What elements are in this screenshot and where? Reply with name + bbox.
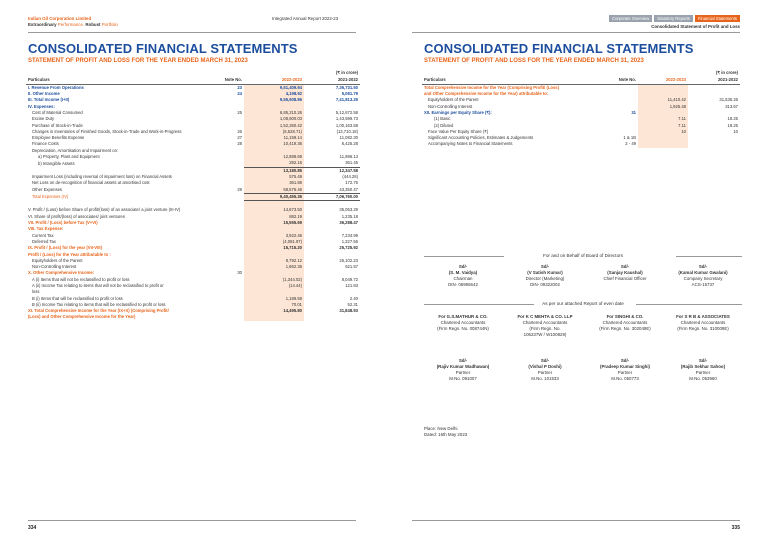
sig-sd: Sd/- (620, 264, 630, 269)
row-previous-year: 1,43,599.73 (335, 116, 358, 122)
row-note: 25 (237, 109, 242, 115)
row-previous-year: 10 (733, 128, 738, 134)
sig-name: (Rajib Sekhar Sahoo) (680, 364, 726, 369)
row-previous-year: 7,36,731.50 (335, 84, 358, 90)
page-title: CONSOLIDATED FINANCIAL STATEMENTS (28, 41, 298, 56)
sig-reg: (Firm Regn. No. 310009E) (677, 326, 729, 331)
row-note: 23 (237, 84, 242, 90)
row-label: Non-Controlling Interest (428, 103, 473, 109)
report-title: Integrated Annual Report 2022-23 (272, 16, 339, 21)
row-label: V. Profit / (Loss) before Share of profit/(loss) of an associate/ a joint venture (III-IV) (28, 207, 181, 213)
date: Dated: 16th May 2023 (424, 432, 468, 437)
partners-block (506, 358, 584, 382)
row-label (26, 201, 212, 208)
table-row (26, 84, 360, 91)
sig-id: M.No. 091007 (449, 376, 477, 381)
row-current-year (638, 141, 688, 147)
row-note (604, 84, 638, 91)
tagline-2: Performance. (57, 22, 85, 27)
section-tabs (609, 15, 740, 22)
sig-role: Chartered Accountants (680, 320, 726, 325)
row-label: Equityholders of the Parent (32, 257, 83, 263)
row-current-year: 3,922.46 (244, 233, 304, 239)
row-previous-year (688, 141, 740, 147)
row-label: A (ii) Income Tax relating to items that will not be reclassified to profit or (32, 283, 164, 288)
firms-block (664, 314, 742, 332)
row-current-year: 6,85,210.26 (244, 110, 304, 116)
row-previous-year: 31,535.26 (719, 97, 738, 103)
directors-block (506, 264, 584, 288)
row-previous-year: 8,049.72 (341, 276, 358, 282)
sig-role: Chairman (453, 276, 473, 281)
sig-name: For K C MEHTA & CO. LLP (517, 314, 573, 319)
row-previous-year: 7,06,760.00 (304, 193, 360, 200)
row-label: Employee Benefits Expense (32, 135, 85, 141)
row-previous-year: 7,234.99 (341, 232, 358, 238)
page-title-right: CONSOLIDATED FINANCIAL STATEMENTS (424, 41, 694, 56)
row-label: VIII. Tax Expense: (28, 226, 64, 232)
row-label: Non-Controlling Interest (32, 264, 77, 270)
row-label: Cost of Material Consumed (32, 109, 83, 115)
row-note: 31 (631, 109, 636, 115)
firms-block (586, 314, 664, 332)
directors-block (586, 264, 664, 282)
header-divider-right (412, 32, 740, 33)
row-label: Impairment Loss (including reversal of impairment loss) on Financial Assets (32, 173, 172, 179)
currency-unit: (₹ in crore) (336, 70, 358, 75)
row-label: a) Property, Plant and Equipment (38, 154, 100, 160)
sig-sd: Sd/- (540, 264, 550, 269)
sig-name: (Vishal P Doshi) (528, 364, 562, 369)
place-date (424, 426, 467, 438)
statement-subtitle: STATEMENT OF PROFIT AND LOSS FOR THE YEAR ENDED MARCH 31, 2023 (28, 58, 248, 64)
sig-name: For G.S.MATHUR & CO. (438, 314, 488, 319)
row-label: Profit / (Loss) for the Year attributable to : (28, 251, 111, 257)
row-label: (2) Diluted (434, 122, 454, 128)
footer-divider-right (412, 520, 740, 521)
row-note: 28 (237, 141, 242, 147)
row-note: 27 (237, 135, 242, 141)
row-previous-year (304, 201, 360, 208)
sig-name: (V Satish Kumar) (527, 270, 563, 275)
sig-id: M.No. 053960 (689, 376, 717, 381)
row-current-year: 1,925.48 (638, 104, 688, 110)
right-table-body (422, 84, 740, 147)
row-current-year: 9,40,455.36 (244, 193, 304, 200)
row-label: (Loss) and Other Comprehensive Income for the Year) (28, 314, 136, 320)
row-note (212, 167, 244, 174)
sig-name: (Kamal Kumar Gwalani) (678, 270, 728, 275)
partners-block (664, 358, 742, 382)
partners-block (586, 358, 664, 382)
row-previous-year (688, 84, 740, 91)
table-row (26, 314, 360, 320)
row-label: loss (32, 289, 40, 295)
table-row (26, 193, 360, 200)
sig-sd: Sd/- (620, 358, 630, 363)
row-previous-year: 11,082.30 (339, 135, 358, 141)
row-current-year (244, 314, 304, 320)
row-label: Purchase of Stock-in-Trade (32, 122, 83, 128)
section-subtitle: Consolidated Statement of Profit and Loss (651, 24, 740, 29)
sig-role: Partner (537, 370, 553, 375)
tagline-4: Portfolio (101, 22, 118, 27)
table-row (422, 84, 740, 91)
row-label: and Other Comprehensive Income for the Year) attributable to: (424, 91, 549, 97)
sig-reg2: 106237W / W100829) (523, 332, 567, 337)
sig-role: Director (Marketing) (525, 276, 565, 281)
row-label: VII. Profit / (Loss) before Tax (V+VI) (28, 220, 98, 226)
row-previous-year: 12,347.58 (304, 167, 360, 174)
sig-id: M.No. 101533 (531, 376, 559, 381)
sig-reg: (Firm Regn. No. 302049E) (599, 326, 651, 331)
row-label: Total Expenses (IV) (32, 193, 69, 199)
row-previous-year: 11,986.13 (339, 154, 358, 160)
row-label: Face Value Per Equity Share (₹) (428, 128, 489, 134)
row-current-year: (4,081.97) (244, 239, 304, 245)
company-name: Indian Oil Corporation Limited (28, 16, 92, 21)
row-current-year: 7.11 (638, 123, 688, 129)
row-current-year: 11,159.14 (244, 135, 304, 141)
tagline (28, 22, 118, 28)
row-current-year: 10 (638, 129, 688, 135)
row-label: B (i) Items that will be reclassified to profit or loss (32, 295, 123, 301)
row-label: Changes in Inventories of Finished Goods, Stock-in-Trade and Work-in-Progress (32, 128, 182, 134)
row-note (212, 314, 244, 320)
sig-name: For SINGHI & CO. (606, 314, 644, 319)
col-current-year: 2022-2023 (244, 76, 304, 84)
row-previous-year: (444.28) (342, 173, 358, 179)
row-previous-year: 1,235.18 (341, 213, 358, 219)
row-label: B (ii) Income Tax relating to items that will be reclassified to profit or loss (32, 301, 166, 307)
sig-role: Chief Financial Officer (603, 276, 647, 281)
row-current-year: 882.19 (244, 214, 304, 220)
row-note: 26 (237, 128, 242, 134)
row-label: Significant Accounting Policies, Estimates & Judgements (428, 135, 534, 141)
row-previous-year: 25,725.92 (339, 245, 358, 251)
row-current-year: 12,888.69 (244, 154, 304, 160)
row-label: X. Other Comprehensive Income: (28, 270, 95, 276)
row-previous-year: 2.40 (349, 295, 358, 301)
row-label: Equityholders of the Parent (428, 97, 479, 103)
row-label (26, 167, 212, 174)
row-previous-year: 25,102.23 (339, 257, 358, 263)
sig-name: For S R B & ASSOCIATES (676, 314, 730, 319)
row-label: VI. Share of profit/(loss) of associates/ joint ventures (28, 213, 125, 219)
place: Place: New Delhi (424, 426, 458, 431)
row-current-year: (14.44) (244, 283, 304, 289)
row-label: XI. Total Comprehensive Income for the Year (IX+X) (Comprising Profit/ (28, 308, 169, 314)
row-current-year: 7.11 (638, 116, 688, 122)
sig-sd: Sd/- (698, 264, 708, 269)
board-heading: For and on Behalf of Board of Directors (543, 253, 623, 258)
sig-name: (S. M. Vaidya) (448, 270, 478, 275)
row-previous-year: 18.25 (727, 116, 738, 122)
sig-sd: Sd/- (458, 264, 468, 269)
row-previous-year: 1,327.56 (341, 238, 358, 244)
sig-reg: (Firm Regn. No. 008744N) (437, 326, 489, 331)
tab-financial-statements[interactable]: Financial Statements (695, 15, 740, 22)
sig-role: Company Secretary (683, 276, 723, 281)
row-current-year: 58,576.46 (244, 187, 304, 194)
table-row (26, 167, 360, 174)
footer-divider (28, 520, 356, 521)
row-current-year: 1,862.36 (244, 264, 304, 270)
page-number: 334 (28, 525, 37, 531)
col-particulars: Particulars (26, 76, 212, 84)
firms-block (506, 314, 584, 338)
sig-id: M.No. 050773 (611, 376, 639, 381)
col-particulars-right: Particulars (422, 76, 604, 84)
firms-block (424, 314, 502, 332)
row-current-year: 361.86 (244, 180, 304, 186)
sig-sd: Sd/- (458, 358, 468, 363)
row-label: IV. Expenses: (28, 103, 55, 109)
tab-corporate-overview[interactable]: Corporate Overview (609, 15, 652, 22)
table-row (26, 187, 360, 194)
row-label: I. Revenue From Operations (28, 84, 84, 90)
row-label: Excise Duty (32, 116, 55, 122)
row-note (212, 160, 244, 167)
row-current-year: 4,198.92 (244, 91, 304, 97)
sig-role: Partner (695, 370, 711, 375)
tab-statutory-reports[interactable]: Statutory Reports (654, 15, 693, 22)
left-table-body (26, 84, 360, 320)
row-note (212, 193, 244, 200)
header-divider (28, 32, 356, 33)
sig-id: ACS-15737 (691, 282, 715, 287)
row-previous-year: (13,710.18) (336, 128, 358, 134)
directors-block (424, 264, 502, 288)
row-previous-year: 172.75 (345, 180, 358, 186)
auditor-heading: As per our attached Report of even date (542, 301, 624, 306)
col-previous-year-right: 2021-2022 (688, 76, 740, 84)
row-previous-year: 36,288.47 (339, 220, 358, 226)
row-current-year: 13,180.85 (244, 167, 304, 174)
row-current-year: 70.01 (244, 302, 304, 308)
sig-role: Chartered Accountants (602, 320, 648, 325)
row-current-year: (6,528.71) (244, 129, 304, 135)
row-current-year: 8,792.12 (244, 258, 304, 264)
row-previous-year: 5,081.79 (341, 91, 358, 97)
row-note (212, 201, 244, 208)
row-label: IX. Profit / (Loss) for the year (VII-VIII) (28, 245, 102, 251)
row-previous-year: 361.45 (345, 160, 358, 166)
row-previous-year: 313.67 (725, 103, 738, 109)
row-label: Accompanying Notes to Financial Statements (428, 141, 513, 147)
sig-role: Chartered Accountants (522, 320, 568, 325)
row-label: Finance Costs (32, 141, 59, 147)
row-current-year: 9,55,608.86 (244, 97, 304, 103)
row-note: 2 - 49 (625, 141, 636, 147)
page-number-right: 335 (731, 525, 740, 531)
row-current-year: 14,673.50 (244, 207, 304, 213)
row-current-year: 11,410.42 (638, 97, 688, 103)
row-previous-year: 1,00,163.58 (335, 122, 358, 128)
statement-subtitle-right: STATEMENT OF PROFIT AND LOSS FOR THE YEAR ENDED MARCH 31, 2023 (424, 58, 644, 64)
row-label: Net Loss on de-recognition of financial assets at amortised cost (32, 180, 150, 186)
sig-name: (Sanjay Kaushal) (607, 270, 643, 275)
row-previous-year: 35,053.29 (339, 207, 358, 213)
row-previous-year: 43,350.47 (339, 186, 358, 192)
tagline-1: Extraordinary (28, 22, 57, 27)
row-current-year: 575.49 (244, 174, 304, 180)
sig-name: (Rajiv Kumar Wadhawan) (436, 364, 490, 369)
company-header (28, 16, 118, 28)
tagline-3: Robust (85, 22, 101, 27)
row-current-year: 14,495.80 (244, 308, 304, 314)
row-label: (1) Basic (434, 116, 451, 122)
col-note-right: Note No. (604, 76, 638, 84)
row-previous-year: 121.83 (345, 283, 358, 288)
row-note: 29 (237, 186, 242, 192)
sig-name: (Pradeep Kumar Singhi) (599, 364, 650, 369)
row-current-year: 10,419.36 (244, 141, 304, 147)
table-row (422, 141, 740, 147)
row-current-year: 15,715.20 (244, 245, 304, 251)
partners-block (424, 358, 502, 382)
col-note: Note No. (212, 76, 244, 84)
sig-reg: (Firm Regn. No. (529, 326, 561, 331)
currency-unit-right: (₹ in crore) (716, 70, 738, 75)
row-note: 1 & 1B (623, 135, 636, 141)
table-row (26, 201, 360, 208)
row-label: A (i) Items that will not be reclassified to profit or loss (32, 276, 130, 282)
col-current-year-right: 2022-2023 (638, 76, 688, 84)
row-current-year (244, 201, 304, 208)
row-label: Current Tax (32, 232, 54, 238)
row-previous-year: 6,425.28 (341, 141, 358, 147)
row-current-year: 1,189.59 (244, 296, 304, 302)
row-label: XII. Earnings per Equity Share (₹): (424, 109, 492, 115)
row-current-year (638, 84, 688, 91)
row-previous-year: 31,848.93 (339, 308, 358, 314)
row-current-year: 1,08,600.03 (244, 116, 304, 122)
row-current-year: 9,51,409.94 (244, 84, 304, 91)
sig-role: Partner (455, 370, 471, 375)
directors-block (664, 264, 742, 288)
row-previous-year (304, 314, 360, 320)
col-previous-year: 2021-2022 (304, 76, 360, 84)
row-current-year: 292.16 (244, 160, 304, 167)
row-label: Other Expenses (32, 186, 63, 192)
sig-id: DIN- 06995642 (448, 282, 478, 287)
row-note: 30 (237, 270, 242, 276)
row-previous-year: 52.31 (347, 301, 358, 307)
row-previous-year: 7,41,813.29 (335, 97, 358, 103)
sig-sd: Sd/- (698, 358, 708, 363)
sig-sd: Sd/- (540, 358, 550, 363)
row-label: Total Comprehensive Income for the Year (Comprising Profit/ (Loss) (424, 84, 560, 90)
row-current-year: 1,52,260.42 (244, 123, 304, 129)
profit-loss-table (26, 70, 360, 321)
row-previous-year: 5,12,672.58 (335, 109, 358, 115)
row-current-year: (1,344.02) (244, 277, 304, 283)
sig-id: DIN- 09322002 (530, 282, 560, 287)
row-label: Depreciation, Amortisation and Impairment on: (32, 147, 119, 153)
row-note: 24 (237, 91, 242, 97)
row-current-year: 15,555.69 (244, 220, 304, 226)
sig-role: Chartered Accountants (440, 320, 486, 325)
row-previous-year: 18.25 (727, 122, 738, 128)
row-label: Deferred Tax (32, 238, 56, 244)
continuation-table (422, 70, 740, 148)
table-row (26, 160, 360, 167)
row-label: III. Total Income (I+II) (28, 97, 70, 103)
sig-role: Partner (617, 370, 633, 375)
row-previous-year: 621.57 (345, 264, 358, 270)
row-label: b) Intangible Assets (38, 160, 75, 166)
row-label: II. Other Income (28, 91, 60, 97)
